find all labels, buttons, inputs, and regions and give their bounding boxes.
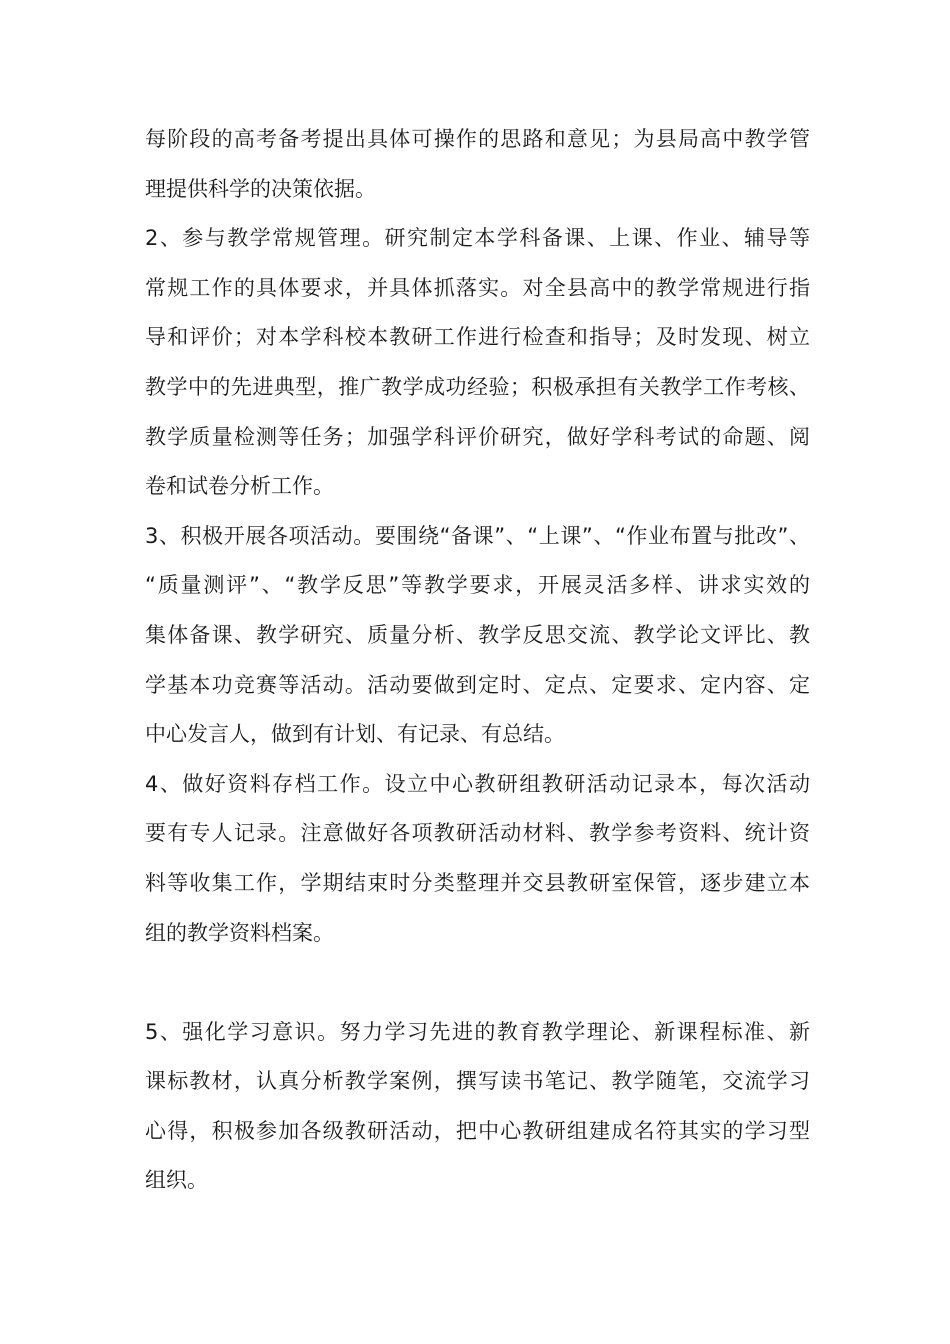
paragraph-spacer: [145, 958, 810, 1008]
text-line: 5、强化学习意识。努力学习先进的教育教学理论、新课程标准、新: [145, 1019, 810, 1044]
paragraph-item-4: [145, 760, 810, 958]
text-line: 要有专人记录。注意做好各项教研活动材料、教学参考资料、统计资: [145, 821, 810, 846]
text-line: 3、积极开展各项活动。要围绕“备课”、“上课”、“作业布置与批改”、: [145, 523, 810, 548]
paragraph-continuation: [145, 115, 810, 214]
text-line: 教学中的先进典型，推广教学成功经验；积极承担有关教学工作考核、: [145, 374, 810, 399]
text-line: 集体备课、教学研究、质量分析、教学反思交流、教学论文评比、教: [145, 622, 810, 647]
text-line: 常规工作的具体要求，并具体抓落实。对全县高中的教学常规进行指: [145, 275, 810, 300]
text-line: “质量测评”、“教学反思”等教学要求，开展灵活多样、讲求实效的: [145, 573, 810, 598]
paragraph-item-3: [145, 512, 810, 760]
text-line: 学基本功竞赛等活动。活动要做到定时、定点、定要求、定内容、定: [145, 672, 810, 697]
text-line: 料等收集工作，学期结束时分类整理并交县教研室保管，逐步建立本: [145, 870, 810, 895]
text-line: 中心发言人，做到有计划、有记录、有总结。: [145, 722, 565, 747]
text-line: 课标教材，认真分析教学案例，撰写读书笔记、教学随笔，交流学习: [145, 1069, 810, 1094]
text-line: 教学质量检测等任务；加强学科评价研究，做好学科考试的命题、阅: [145, 424, 810, 449]
text-line: 卷和试卷分析工作。: [145, 474, 334, 499]
text-line: 理提供科学的决策依据。: [145, 176, 376, 201]
paragraph-item-2: [145, 214, 810, 512]
text-line: 组织。: [145, 1168, 208, 1193]
text-line: 2、参与教学常规管理。研究制定本学科备课、上课、作业、辅导等: [145, 226, 810, 251]
text-line: 导和评价；对本学科校本教研工作进行检查和指导；及时发现、树立: [145, 325, 810, 350]
document-body: [145, 115, 810, 1206]
text-line: 每阶段的高考备考提出具体可操作的思路和意见；为县局高中教学管: [145, 127, 810, 151]
text-line: 组的教学资料档案。: [145, 920, 334, 945]
text-line: 4、做好资料存档工作。设立中心教研组教研活动记录本，每次活动: [145, 771, 810, 796]
text-line: 心得，积极参加各级教研活动，把中心教研组建成名符其实的学习型: [145, 1118, 810, 1143]
paragraph-item-5: [145, 1008, 810, 1206]
